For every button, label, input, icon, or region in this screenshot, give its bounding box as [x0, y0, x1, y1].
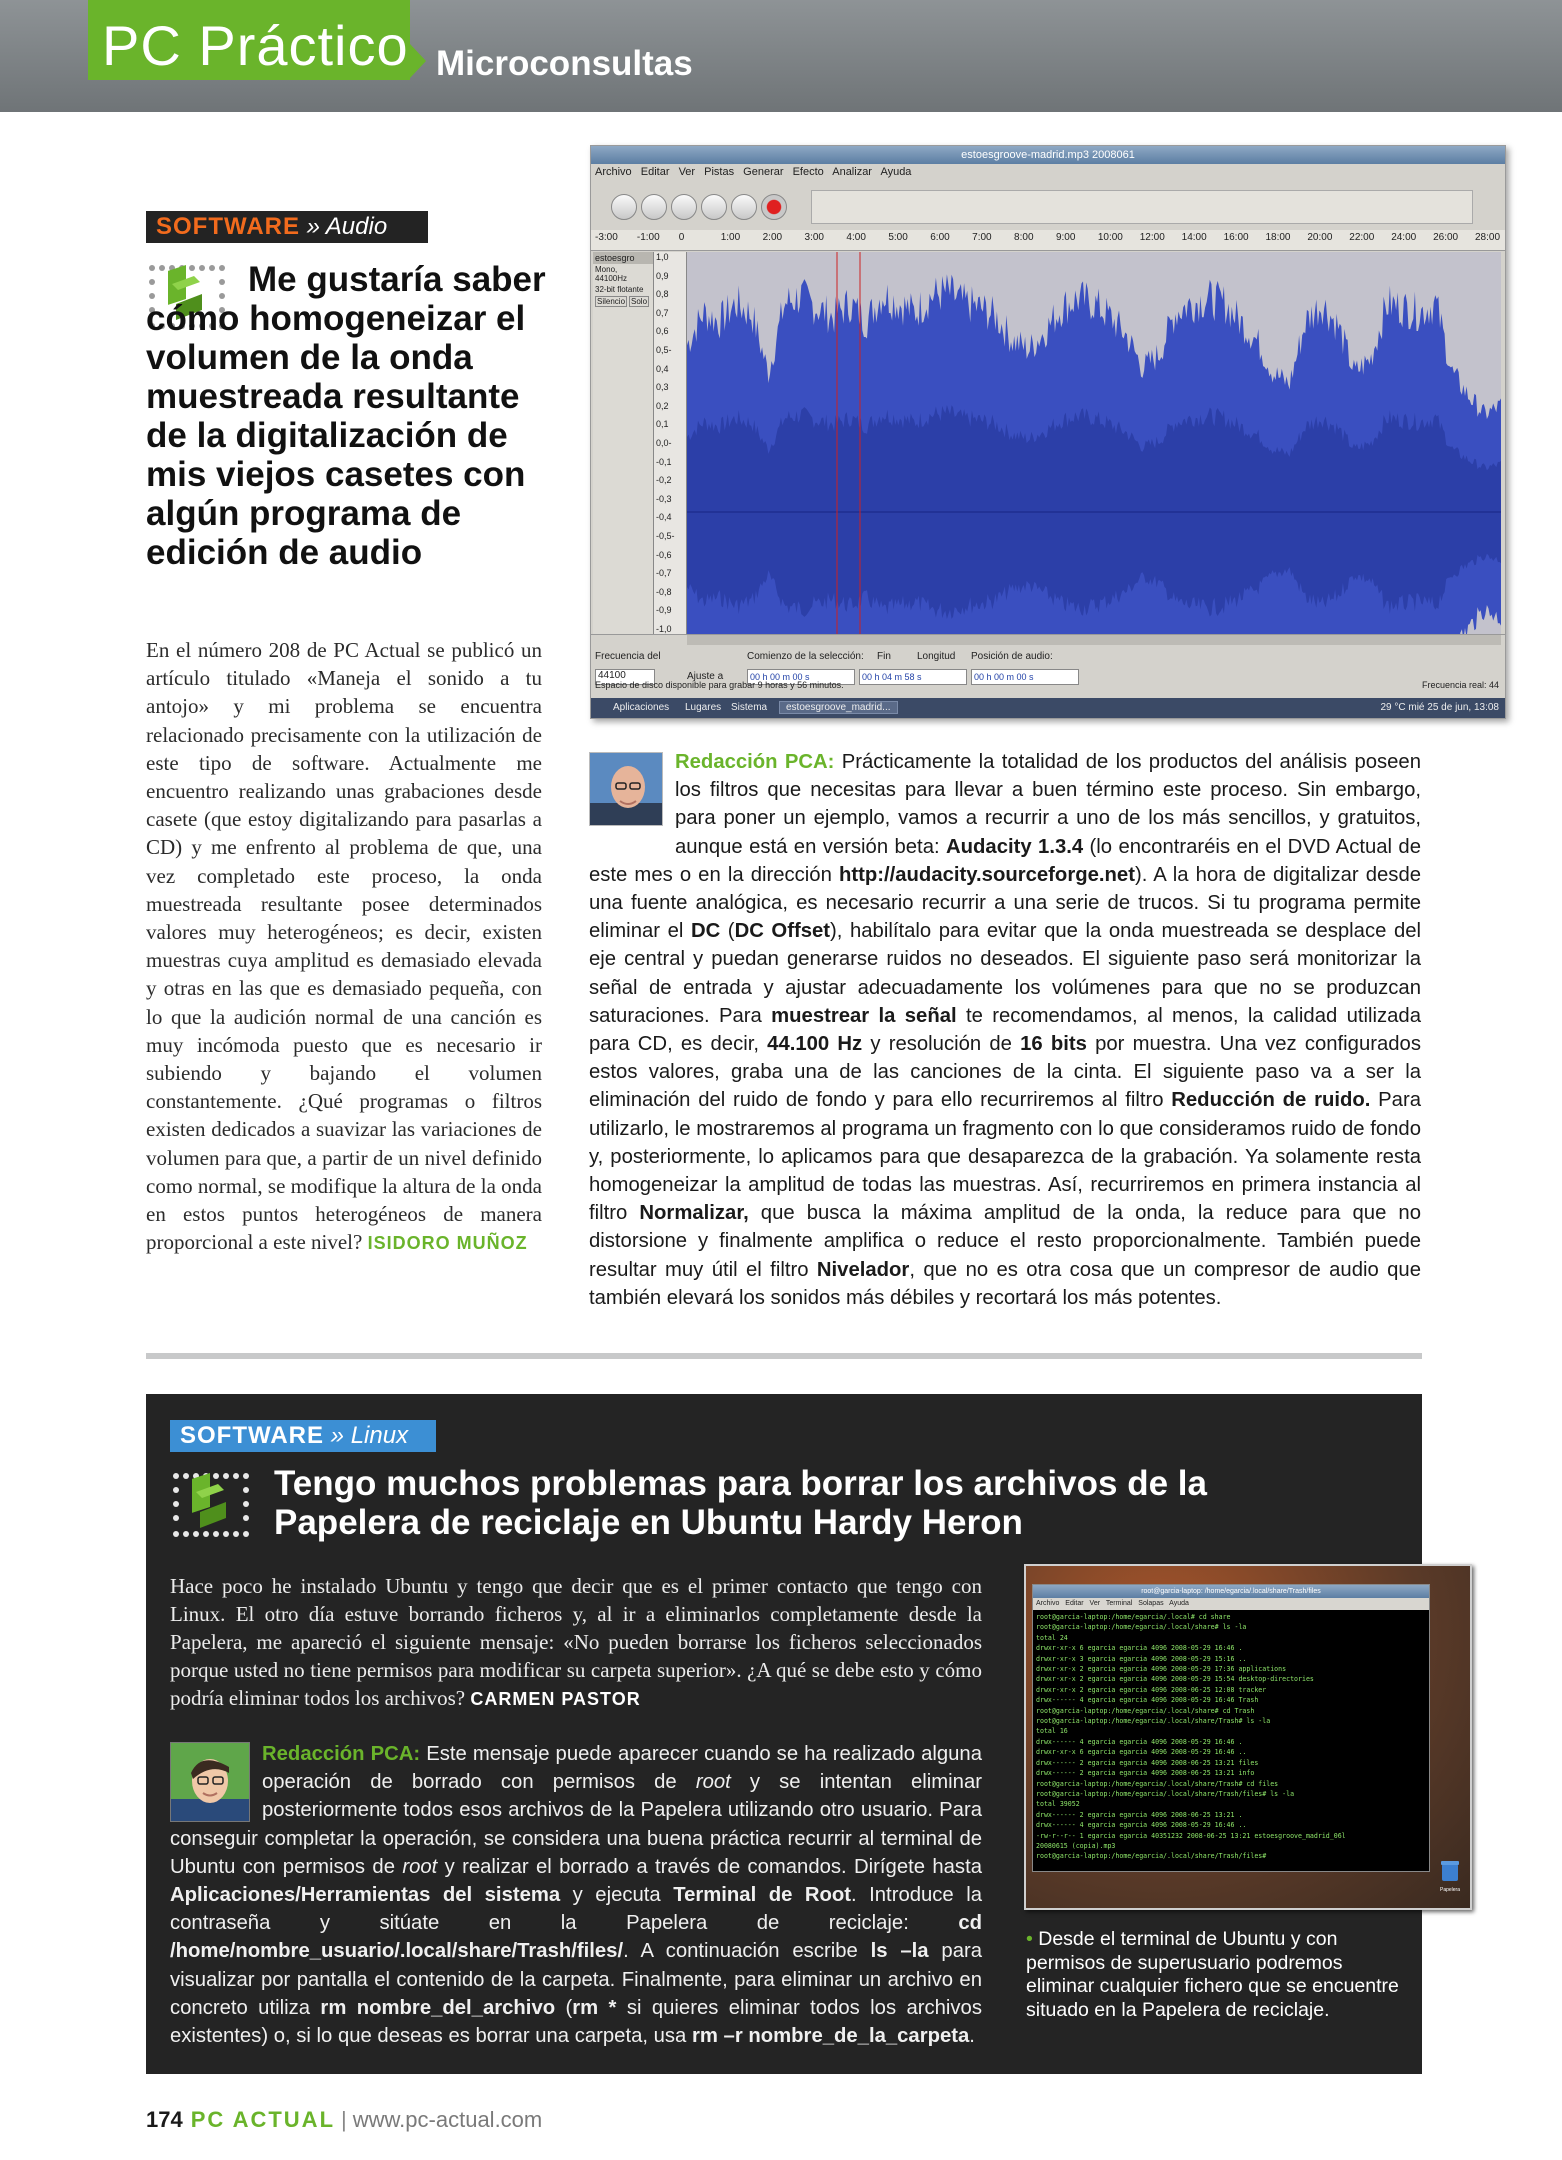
ruler-tick: 0: [678, 232, 685, 243]
scale-tick: 0,4: [656, 363, 669, 374]
answer-segment: ), habilítalo para evitar que la onda muestreada se desplace del eje central y puedan generarse ruidos no deseados. El siguiente paso será monitorizar la señal de entrada y ajustar adecuadamente los volúmenes para que no se produzcan saturaciones. Para: [589, 920, 1422, 1027]
menu-item[interactable]: Ver: [1089, 1600, 1101, 1607]
terminal-line: drwx------ 2 egarcia egarcia 4096 2008-06-25 13:21 info: [1036, 1769, 1255, 1778]
ruler-tick: 26:00: [1433, 232, 1459, 243]
track-info: Mono, 44100Hz: [595, 265, 628, 283]
photo-spacer: [589, 748, 675, 834]
terminal-line: root@garcia-laptop:/home/egarcia/.local/share# ls -la: [1036, 1623, 1247, 1632]
ruler-tick: 5:00: [888, 232, 908, 243]
bullet-icon: •: [1026, 1928, 1033, 1950]
scale-tick: -0,3: [656, 493, 672, 504]
terminal-line: root@garcia-laptop:/home/egarcia/.local/share/Trash/files#: [1036, 1852, 1267, 1861]
scale-tick: 0,7: [656, 307, 669, 318]
panel-menu[interactable]: Aplicaciones: [613, 702, 670, 713]
answer-body: [589, 748, 1421, 1312]
answer-segment: rm *: [572, 1996, 617, 2019]
skip-start-icon[interactable]: [701, 194, 727, 220]
answer-segment: para visualizar por pantalla el contenido de la carpeta. Finalmente, para eliminar un archivo en concreto utiliza: [170, 1940, 983, 2019]
answer-segment: rm nombre_del_archivo: [320, 1996, 556, 2019]
scale-tick: 0,9: [656, 270, 669, 281]
ruler-tick: 14:00: [1181, 232, 1207, 243]
section-title: PC Práctico: [102, 14, 409, 77]
ruler-tick: 24:00: [1391, 232, 1417, 243]
terminal-line: root@garcia-laptop:/home/egarcia/.local/share/Trash/files# ls -la: [1036, 1789, 1295, 1798]
ruler-tick: 28:00: [1475, 232, 1501, 243]
answer-label: Redacción PCA:: [262, 1743, 421, 1765]
answer-segment: 16 bits: [1020, 1033, 1087, 1056]
terminal-menu: [1033, 1598, 1429, 1610]
ruler-tick: 16:00: [1223, 232, 1249, 243]
category-tag-audio: [146, 211, 428, 243]
ruler-tick: 10:00: [1097, 232, 1123, 243]
answer-segment: .: [969, 2025, 975, 2048]
question-text: En el número 208 de PC Actual se publicó un artículo titulado «Maneja el sonido a tu antojo» y mi problema se encuentra relacionado precisamente con la utilización de este tipo de software. Actualmente me encuentro realizando unas grabaciones desde casete (que estoy digitalizando para pasarlas a CD) y me enfrento al problema de que, una vez completado este proceso, la onda muestreada resultante posee determinados valores muy heterogéneos; es decir, existen muestras cuya amplitud es demasiado elevada y otras en las que es demasiado pequeña, con lo que la audición normal de una canción es muy incómoda puesto que es necesario ir subiendo y bajando el volumen constantemente. ¿Qué programas o filtros existen dedicados a suavizar las variaciones de volumen para que, a partir de un nivel definido como normal, se modifique la altura de la onda en estos puntos heterogéneos de manera proporcional a este nivel?: [146, 638, 542, 1255]
caption-text: Desde el terminal de Ubuntu y con permisos de superusuario podremos eliminar cualquier fichero que se encuentre situado en la Papelera de reciclaje.: [1026, 1928, 1399, 2021]
answer-segment: Terminal de Root: [673, 1884, 852, 1907]
skip-end-icon[interactable]: [731, 194, 757, 220]
solo-button[interactable]: Solo: [631, 297, 648, 306]
answer-segment: Audacity 1.3.4: [946, 835, 1084, 858]
page-number: 174: [146, 2107, 183, 2132]
terminal-line: drwxr-xr-x 6 egarcia egarcia 4096 2008-05-29 16:46 ..: [1036, 1748, 1247, 1757]
scale-tick: -0,8: [656, 586, 672, 597]
position-label: Posición de audio:: [971, 651, 1053, 662]
answer-segment: Reducción de ruido.: [1171, 1089, 1371, 1112]
terminal-output[interactable]: [1033, 1610, 1429, 1864]
answer-segment: te recomendamos, al menos, la calidad utilizada para CD, es decir,: [589, 1004, 1421, 1056]
scale-tick: -0,5-: [656, 531, 675, 541]
title-indent: [146, 290, 248, 291]
length-radio[interactable]: Longitud: [917, 651, 956, 662]
menu-item[interactable]: Pistas: [704, 166, 735, 178]
snap-checkbox[interactable]: Ajuste a: [687, 671, 724, 682]
ruler-tick: 8:00: [1014, 232, 1034, 243]
question-body: [170, 1572, 982, 1713]
answer-text: [170, 1743, 982, 2047]
rate-label: Frecuencia del: [595, 651, 661, 662]
photo-spacer: [170, 1740, 262, 1824]
terminal-window: [1032, 1584, 1430, 1872]
menu-item[interactable]: Ayuda: [880, 166, 912, 178]
scale-tick: 0,1: [656, 419, 669, 430]
answer-segment: DC: [690, 920, 721, 943]
answer-segment: . A continuación escribe: [623, 1940, 871, 1963]
ruler-tick: -1:00: [636, 232, 660, 243]
terminal-line: drwx------ 4 egarcia egarcia 4096 2008-05-29 16:46 .: [1036, 1737, 1243, 1746]
scale-tick: 0,2: [656, 400, 669, 411]
scale-tick: -0,6: [656, 549, 672, 560]
ruler-tick: 2:00: [762, 232, 783, 243]
terminal-line: total 39052: [1036, 1800, 1080, 1809]
audacity-screenshot: [590, 145, 1506, 719]
terminal-line: root@garcia-laptop:/home/egarcia/.local/share/Trash# ls -la: [1036, 1717, 1271, 1726]
menu-item[interactable]: Terminal: [1105, 1600, 1133, 1607]
trash-icon[interactable]: [1438, 1858, 1462, 1893]
status-rate: Frecuencia real: 44: [1421, 680, 1499, 690]
gnome-panel: [591, 680, 1505, 719]
answer-segment: Este mensaje puede aparecer cuando se ha realizado alguna operación de borrado con permisos de: [262, 1743, 982, 1794]
footer-separator: |: [341, 2107, 347, 2132]
answer-segment: muestrear la señal: [771, 1004, 957, 1027]
answer-segment: rm –r nombre_de_la_carpeta: [691, 2025, 970, 2048]
menu-item[interactable]: Archivo: [1036, 1600, 1060, 1607]
menu-item[interactable]: Archivo: [595, 166, 632, 178]
figure-caption: [1026, 1928, 1416, 2022]
answer-label: Redacción PCA:: [675, 751, 835, 773]
scale-tick: -1,0: [656, 624, 672, 634]
terminal-line: drwxr-xr-x 2 egarcia egarcia 4096 2008-06-25 12:08 tracker: [1036, 1685, 1267, 1694]
terminal-line: root@garcia-laptop:/home/egarcia/.local/share/Trash# cd files: [1036, 1779, 1279, 1788]
fin-radio[interactable]: Fin: [877, 651, 891, 662]
menu-bar: [595, 166, 911, 178]
selection-label: Comienzo de la selección:: [747, 651, 864, 662]
transport-toolbar: [611, 186, 1491, 226]
answer-segment: cd /home/nombre_usuario/.local/share/Trash/files/: [170, 1912, 982, 1963]
scale-tick: 0,5-: [656, 345, 672, 355]
answer-segment: Para utilizarlo, le mostraremos al programa un fragmento con lo que consideramos ruido de fondo y, posteriormente, lo aplicamos para que desaparezca de la grabación. Ya solamente resta homogeneizar la amplitud de todas las muestras. Así, recurriremos en primera instancia al filtro: [589, 1089, 1421, 1225]
answer-segment: root: [695, 1771, 731, 1794]
question-text: Hace poco he instalado Ubuntu y tengo que decir que es el primer contacto que tengo con Linux. El otro día estuve borrando ficheros y, al ir a eliminarlos completamente desde la Papelera, me apareció el siguiente mensaje: «No pueden borrarse los ficheros seleccionados porque usted no tiene permisos para modificar su carpeta superior». ¿A qué se debe esto y cómo podría eliminar todos los archivos?: [170, 1574, 982, 1710]
stop-icon[interactable]: [671, 194, 697, 220]
page-footer: [146, 2106, 542, 2134]
tag-category: SOFTWARE: [180, 1422, 324, 1449]
mute-button[interactable]: Silencio: [597, 297, 626, 306]
answer-segment: root: [402, 1855, 438, 1878]
scale-tick: -0,2: [656, 475, 672, 486]
answer-segment: que busca la máxima amplitud de la onda, la reduce para que no distorsione y finalmente amplifica o reduce el resto proporcionalmente. También puede resultar muy útil el filtro: [589, 1202, 1421, 1281]
play-icon[interactable]: [641, 194, 667, 220]
answer-segment: si quieres eliminar todos los archivos existentes) o, si lo que deseas es borrar una carpeta, usa: [170, 1996, 982, 2048]
scale-tick: -0,4: [656, 512, 672, 523]
ruler-tick: 9:00: [1055, 232, 1076, 243]
terminal-line: drwx------ 4 egarcia egarcia 4096 2008-05-29 16:46 ..: [1036, 1821, 1247, 1830]
terminal-line: total 24: [1036, 1633, 1068, 1642]
tag-topic: » Linux: [330, 1422, 409, 1449]
ruler-tick: 20:00: [1307, 232, 1333, 243]
tag-topic: » Audio: [306, 213, 388, 240]
status-bar: Espacio de disco disponible para grabar 9 horas y 56 minutos.: [595, 680, 844, 690]
ruler-tick: 12:00: [1139, 232, 1165, 243]
answer-body: [170, 1740, 982, 2050]
horizontal-scrollbar[interactable]: [687, 635, 1501, 645]
trash-label: Papelera: [1439, 1887, 1460, 1893]
answer-segment: (: [555, 1996, 573, 2019]
answer-segment: y ejecuta: [560, 1884, 674, 1907]
question-icon: [170, 1470, 254, 1540]
panel-clock: 29 °C mié 25 de jun, 13:08: [1380, 702, 1499, 713]
ruler-tick: 18:00: [1265, 232, 1291, 243]
ruler-tick: -3:00: [595, 232, 618, 243]
ruler-tick: 1:00: [720, 232, 741, 243]
scale-tick: 0,6: [656, 326, 669, 337]
answer-segment: por muestra. Una vez configurados estos valores, graba una de las canciones de la cinta. El siguiente paso va a ser la eliminación del ruido de fondo y para ello recurriremos al filtro: [589, 1033, 1421, 1112]
scale-tick: -0,9: [656, 605, 672, 616]
menu-item[interactable]: Editar: [1065, 1600, 1084, 1607]
timeline-ruler: [591, 230, 1505, 251]
tag-category: SOFTWARE: [156, 213, 300, 240]
answer-segment: , que no es otra cosa que un compresor de audio que también elevará los sonidos más débiles y recortará los más potentes.: [589, 1258, 1421, 1309]
menu-item[interactable]: Generar: [743, 166, 784, 178]
menu-item[interactable]: Editar: [640, 166, 670, 178]
terminal-line: root@garcia-laptop:/home/egarcia/.local/share# cd Trash: [1036, 1706, 1255, 1715]
answer-segment: Prácticamente la totalidad de los productos del análisis poseen los filtros que necesitas para llevar a buen término este proceso. Sin embargo, para poner un ejemplo, vamos a recurrir a uno de los más sencillos, y gratuitos, aunque está en versión beta:: [675, 751, 1421, 858]
pause-icon[interactable]: [611, 194, 637, 220]
answer-text: [589, 751, 1421, 1309]
answer-segment: http://audacity.sourceforge.net: [838, 863, 1135, 886]
menu-item[interactable]: Ayuda: [1169, 1600, 1189, 1607]
subsection-title: Microconsultas: [436, 44, 693, 83]
scale-tick: 0,0-: [656, 438, 672, 448]
question-title-text: Me gustaría saber cómo homogeneizar el volumen de la onda muestreada resultante de la digitalización de mis viejos casetes con algún programa de edición de audio: [146, 260, 546, 572]
rate-select[interactable]: 44100: [595, 669, 655, 685]
terminal-screenshot: [1024, 1564, 1472, 1910]
section-divider: [146, 1353, 1422, 1359]
answer-segment: ). A la hora de digitalizar desde una fuente analógica, es necesario recurrir a una serie de trucos. Si tu programa permite eliminar el: [589, 863, 1421, 943]
ruler-tick: 6:00: [930, 232, 950, 243]
terminal-line: root@garcia-laptop:/home/egarcia/.local# cd share: [1036, 1613, 1231, 1621]
menu-item[interactable]: Solapas: [1138, 1600, 1164, 1607]
terminal-line: drwx------ 4 egarcia egarcia 4096 2008-05-29 16:46 Trash: [1036, 1696, 1259, 1705]
terminal-line: drwxr-xr-x 2 egarcia egarcia 4096 2008-05-29 15:54 desktop-directories: [1036, 1675, 1314, 1684]
answer-segment: y resolución de: [862, 1033, 1021, 1056]
menu-item[interactable]: Analizar: [832, 166, 872, 178]
terminal-line: 20080615 (copia).mp3: [1036, 1841, 1116, 1850]
answer-segment: DC Offset: [734, 920, 831, 943]
ruler-tick: 22:00: [1349, 232, 1375, 243]
answer-segment: . Introduce la contraseña y sitúate en la Papelera de reciclaje:: [170, 1884, 982, 1935]
question-title: Tengo muchos problemas para borrar los archivos de la Papelera de reciclaje en Ubuntu Hardy Heron: [274, 1464, 1207, 1542]
question-author: CARMEN PASTOR: [470, 1689, 641, 1709]
answer-segment: ls –la: [870, 1940, 929, 1963]
trash-can-icon: [1438, 1858, 1462, 1882]
answer-segment: (lo encontraréis en el DVD Actual de este mes o en la dirección: [589, 835, 1421, 886]
terminal-line: -rw-r--r-- 1 egarcia egarcia 40351232 2008-06-25 13:21 estoesgroove_madrid_06l: [1036, 1831, 1346, 1840]
answer-segment: Aplicaciones/Herramientas del sistema: [170, 1884, 561, 1907]
record-icon[interactable]: [761, 194, 787, 220]
panel-task[interactable]: estoesgroove_madrid...: [779, 701, 898, 714]
scale-tick: 0,8: [656, 289, 669, 300]
answer-segment: 44.100 Hz: [767, 1033, 863, 1056]
time-field[interactable]: 00 h 04 m 58 s: [859, 669, 967, 685]
track-buttons: [593, 295, 653, 308]
track-info: 32-bit flotante: [595, 285, 644, 294]
track-name[interactable]: estoesgro: [593, 252, 653, 264]
answer-segment: y realizar el borrado a través de comandos. Dirígete hasta: [437, 1855, 982, 1878]
window-titlebar: estoesgroove-madrid.mp3 2008061: [591, 146, 1505, 164]
terminal-line: drwxr-xr-x 6 egarcia egarcia 4096 2008-05-29 16:46 .: [1036, 1644, 1243, 1653]
answer-segment: Nivelador: [816, 1258, 910, 1281]
edit-toolbar: [811, 190, 1473, 224]
scale-tick: 0,3: [656, 382, 669, 393]
ruler-tick: 7:00: [972, 232, 992, 243]
terminal-titlebar: root@garcia-laptop: /home/egarcia/.local/share/Trash/files: [1033, 1585, 1429, 1598]
time-field[interactable]: 00 h 00 m 00 s: [971, 669, 1079, 685]
question-title: [146, 260, 566, 572]
ruler-tick: 3:00: [804, 232, 824, 243]
magazine-url[interactable]: www.pc-actual.com: [352, 2107, 543, 2132]
section-arrow-icon: [410, 44, 426, 78]
menu-item[interactable]: Ver: [678, 166, 696, 178]
ruler-tick: 4:00: [846, 232, 866, 243]
terminal-line: drwxr-xr-x 3 egarcia egarcia 4096 2008-05-29 15:16 ..: [1036, 1654, 1247, 1663]
answer-segment: Normalizar,: [639, 1202, 749, 1225]
time-field[interactable]: 00 h 00 m 00 s: [747, 669, 855, 685]
terminal-line: drwxr-xr-x 2 egarcia egarcia 4096 2008-05-29 17:36 applications: [1036, 1665, 1287, 1674]
scale-tick: -0,7: [656, 568, 672, 579]
answer-segment: (: [720, 920, 735, 943]
scale-tick: -0,1: [656, 456, 672, 467]
scale-tick: 1,0: [656, 252, 669, 262]
magazine-name: PC ACTUAL: [190, 2107, 336, 2132]
menu-item[interactable]: Efecto: [792, 166, 824, 178]
answer-segment: y se intentan eliminar posteriormente todos esos archivos de la Papelera utilizando otro usuario. Para conseguir completar la operación, se considera una buena práctica recurrir al terminal de Ubuntu con permisos de: [170, 1771, 982, 1878]
panel-menu[interactable]: Sistema: [731, 702, 768, 713]
panel-menu[interactable]: Lugares: [685, 702, 722, 713]
terminal-line: drwx------ 2 egarcia egarcia 4096 2008-06-25 13:21 files: [1036, 1758, 1259, 1767]
terminal-line: drwx------ 2 egarcia egarcia 4096 2008-06-25 13:21 .: [1036, 1810, 1243, 1819]
category-tag-linux: [170, 1420, 436, 1452]
question-author: ISIDORO MUÑOZ: [367, 1233, 528, 1254]
terminal-line: total 16: [1036, 1727, 1068, 1736]
question-body: [146, 636, 542, 1257]
